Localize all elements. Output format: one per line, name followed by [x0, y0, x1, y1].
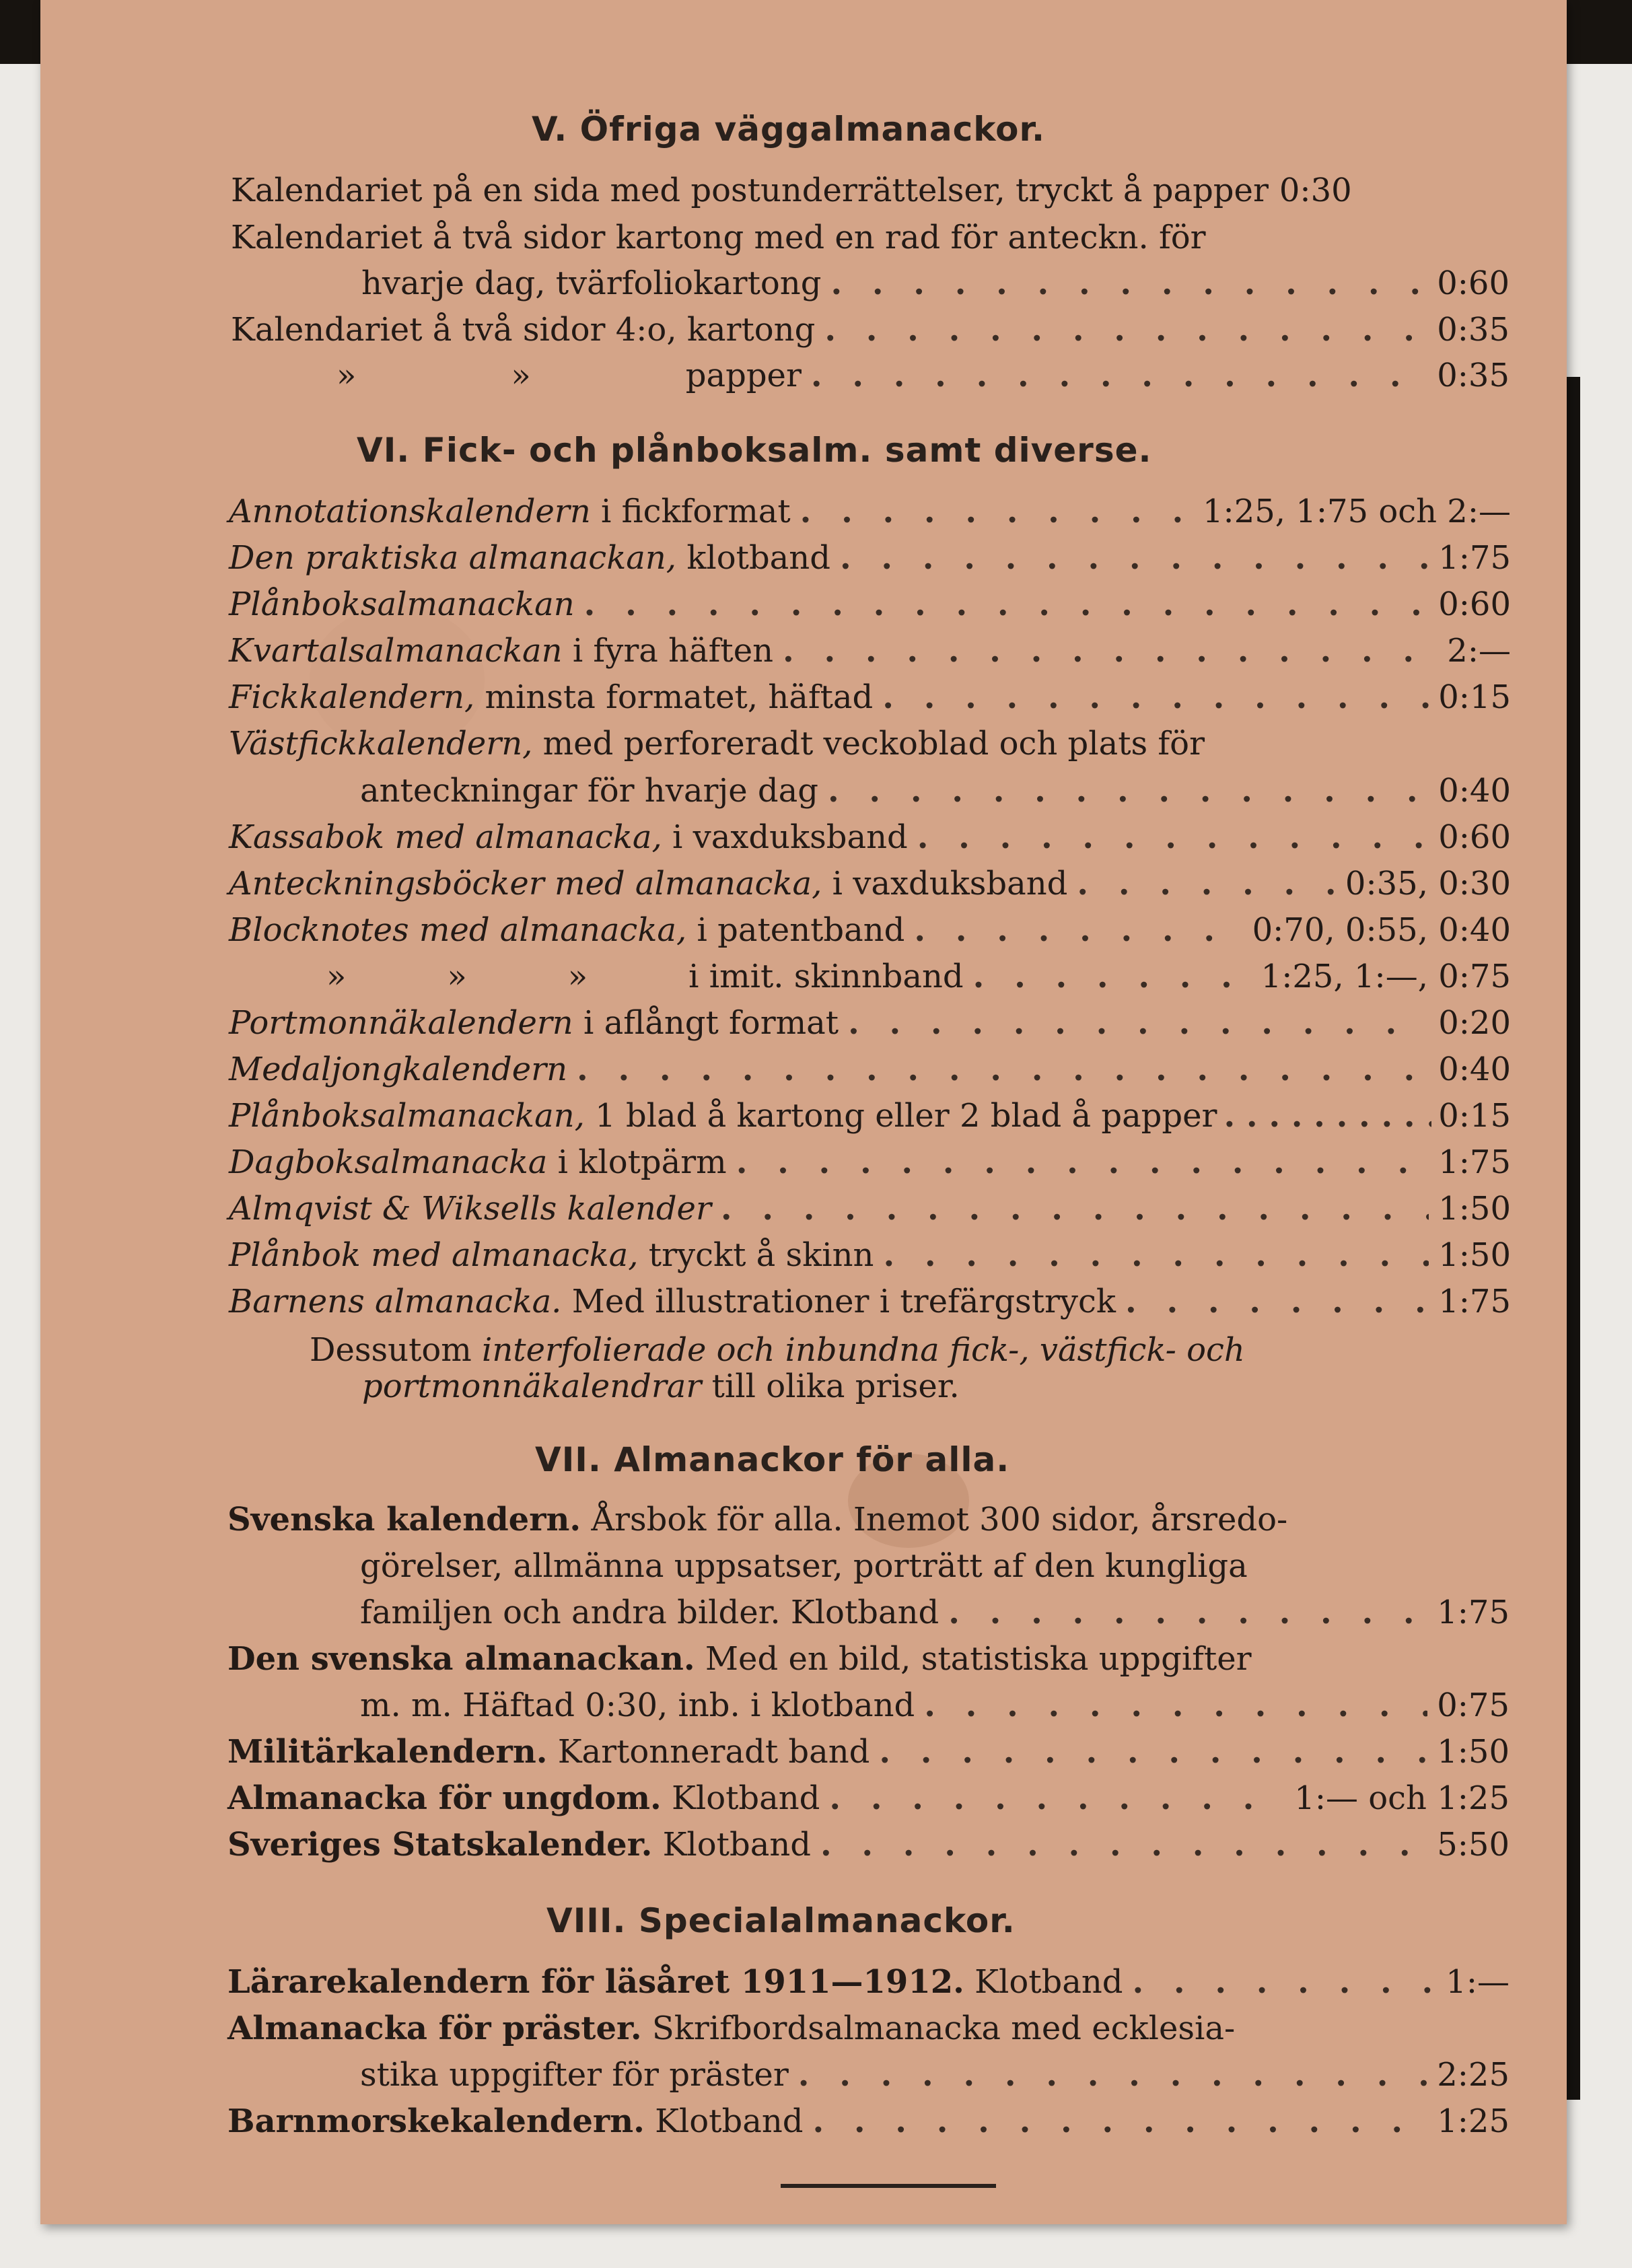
ditto-mark: » — [447, 958, 467, 995]
list-item: Den svenska almanackan. Med en bild, statistiska uppgifter — [227, 1640, 1252, 1678]
dot-leader — [829, 1779, 1285, 1817]
dot-leader — [798, 2056, 1427, 2094]
note-line: portmonnäkalendrar till olika priser. — [362, 1368, 960, 1405]
dot-leader — [879, 1733, 1427, 1771]
price: 1:50 — [1438, 1236, 1511, 1274]
list-item: Militärkalendern. Kartonneradt band . . . 1:50 — [227, 1733, 1510, 1771]
dot-leader — [848, 1004, 1429, 1042]
price: 1:25 — [1437, 2102, 1510, 2140]
list-item: Almanacka för präster. Skrifbordsalmanacka med ecklesia- — [227, 2010, 1236, 2047]
list-item: Den praktiska almanackan, klotband . . . 1:75 — [229, 539, 1511, 577]
section-heading-v: V. Öfriga väggalmanackor. — [532, 110, 1046, 149]
list-item: Barnens almanacka. Med illustrationer i trefärgstryck . . . 1:75 — [229, 1283, 1511, 1320]
list-item: Västfickkalendern, med perforeradt veckoblad och plats för — [229, 725, 1205, 763]
dot-leader — [1077, 865, 1336, 902]
dot-leader — [800, 493, 1193, 530]
price: 0:70, 0:55, 0:40 — [1252, 911, 1511, 949]
section-heading-vi: VI. Fick- och plånboksalm. samt diverse. — [357, 431, 1152, 470]
list-item: görelser, allmänna uppsatser, porträtt af den kungliga — [360, 1547, 1248, 1585]
price: 1:75 — [1437, 1594, 1510, 1631]
price: 0:60 — [1437, 264, 1510, 302]
ditto-mark: » — [336, 357, 357, 394]
list-item: Plånbok med almanacka, tryckt å skinn . . . 1:50 — [229, 1236, 1511, 1274]
list-item: Dagboksalmanacka i klotpärm . . . 1:75 — [229, 1143, 1511, 1181]
ditto-mark: » — [567, 958, 588, 995]
dot-leader — [882, 678, 1429, 716]
dot-leader — [828, 772, 1429, 810]
price: 1:— och 1:25 — [1294, 1779, 1510, 1817]
price: 1:— — [1446, 1963, 1510, 2001]
list-item: Plånboksalmanackan . . . 0:60 — [229, 586, 1511, 623]
dot-leader — [924, 1687, 1427, 1724]
price: 0:35 — [1437, 311, 1510, 349]
dot-leader — [783, 632, 1438, 670]
section-heading-vii: VII. Almanackor för alla. — [535, 1440, 1010, 1479]
dot-leader — [840, 539, 1429, 577]
price: 0:40 — [1438, 772, 1511, 810]
price: 0:75 — [1437, 1687, 1510, 1724]
list-item: Kassabok med almanacka, i vaxduksband . . . 0:60 — [229, 818, 1511, 856]
dot-leader — [811, 357, 1427, 394]
dot-leader — [721, 1190, 1429, 1228]
dot-leader — [830, 264, 1427, 302]
price: 0:15 — [1438, 678, 1511, 716]
ditto-mark: » — [511, 357, 531, 394]
dot-leader — [914, 911, 1242, 949]
list-item: Portmonnäkalendern i aflångt format . . . 0:20 — [229, 1004, 1511, 1042]
list-item: Blocknotes med almanacka, i patentband . . . 0:70, 0:55, 0:40 — [229, 911, 1511, 949]
dot-leader — [948, 1594, 1427, 1631]
list-item: Fickkalendern, minsta formatet, häftad . . . 0:15 — [229, 678, 1511, 716]
price: 0:35, 0:30 — [1345, 865, 1511, 902]
price: 1:25, 1:—, 0:75 — [1261, 958, 1511, 995]
list-item: Medaljongkalendern . . . 0:40 — [229, 1051, 1511, 1088]
list-item: Almanacka för ungdom. Klotband . . . 1:— och 1:25 — [227, 1779, 1510, 1817]
dot-leader — [584, 586, 1429, 623]
list-item: » » » i imit. skinnband . . . 1:25, 1:—, 0:75 — [326, 958, 1511, 995]
price: 1:75 — [1438, 1143, 1511, 1181]
price: 0:40 — [1438, 1051, 1511, 1088]
price: 0:60 — [1438, 818, 1511, 856]
closing-rule — [781, 2184, 996, 2188]
dot-leader — [1125, 1283, 1429, 1320]
price: 1:50 — [1437, 1733, 1510, 1771]
list-item: Anteckningsböcker med almanacka, i vaxduksband . . . 0:35, 0:30 — [229, 865, 1511, 902]
price: 0:15 — [1438, 1097, 1511, 1135]
list-item: m. m. Häftad 0:30, inb. i klotband . . . 0:75 — [360, 1687, 1510, 1724]
list-item: Kvartalsalmanackan i fyra häften . . . 2:— — [229, 632, 1511, 670]
list-item: anteckningar för hvarje dag . . . 0:40 — [360, 772, 1511, 810]
list-item: Annotationskalendern i fickformat . . . 1:25, 1:75 och 2:— — [229, 493, 1511, 530]
list-item: Kalendariet på en sida med postunderrättelser, tryckt å papper 0:30 — [231, 172, 1352, 209]
price: 0:60 — [1438, 586, 1511, 623]
price: 1:75 — [1438, 1283, 1511, 1320]
dot-leader — [812, 2102, 1427, 2140]
list-item: Sveriges Statskalender. Klotband . . . 5:50 — [227, 1826, 1510, 1864]
list-item: Barnmorskekalendern. Klotband . . . 1:25 — [227, 2102, 1510, 2140]
dot-leader — [736, 1143, 1429, 1181]
list-item: Lärarekalendern för läsåret 1911—1912. Klotband . . . 1:— — [227, 1963, 1510, 2001]
dot-leader — [577, 1051, 1429, 1088]
price: 1:25, 1:75 och 2:— — [1202, 493, 1511, 530]
dot-leader — [1132, 1963, 1436, 2001]
price: 1:50 — [1438, 1190, 1511, 1228]
dot-leader — [917, 818, 1429, 856]
dot-leader — [820, 1826, 1427, 1864]
price: 0:30 — [1279, 172, 1352, 209]
price: 2:25 — [1437, 2056, 1510, 2094]
list-item: Svenska kalendern. Årsbok för alla. Inemot 300 sidor, årsredo- — [227, 1501, 1288, 1538]
section-heading-viii: VIII. Specialalmanackor. — [546, 1901, 1016, 1940]
list-item: Kalendariet å två sidor 4:o, kartong . . . 0:35 — [231, 311, 1510, 349]
dot-leader — [883, 1236, 1429, 1274]
price: 0:20 — [1438, 1004, 1511, 1042]
list-item: » » papper . . . 0:35 — [336, 357, 1510, 394]
ditto-mark: » — [326, 958, 347, 995]
dot-leader — [973, 958, 1252, 995]
list-item: stika uppgifter för präster . . . 2:25 — [360, 2056, 1510, 2094]
catalog-page — [40, 0, 1567, 2224]
list-item: familjen och andra bilder. Klotband . . . 1:75 — [360, 1594, 1510, 1631]
price: 1:75 — [1438, 539, 1511, 577]
list-item: Plånboksalmanackan, 1 blad å kartong eller 2 blad å papper . . . 0:15 — [229, 1097, 1511, 1135]
price: 2:— — [1447, 632, 1511, 670]
dot-leader — [824, 311, 1427, 349]
note-line: Dessutom interfolierade och inbundna fick-, västfick- och — [310, 1331, 1245, 1369]
list-item: Kalendariet å två sidor kartong med en rad för anteckn. för — [231, 219, 1206, 256]
list-item: Almqvist & Wiksells kalender . . . 1:50 — [229, 1190, 1511, 1228]
list-item: hvarje dag, tvärfoliokartong . . . 0:60 — [361, 264, 1510, 302]
price: 0:35 — [1437, 357, 1510, 394]
price: 5:50 — [1437, 1826, 1510, 1864]
